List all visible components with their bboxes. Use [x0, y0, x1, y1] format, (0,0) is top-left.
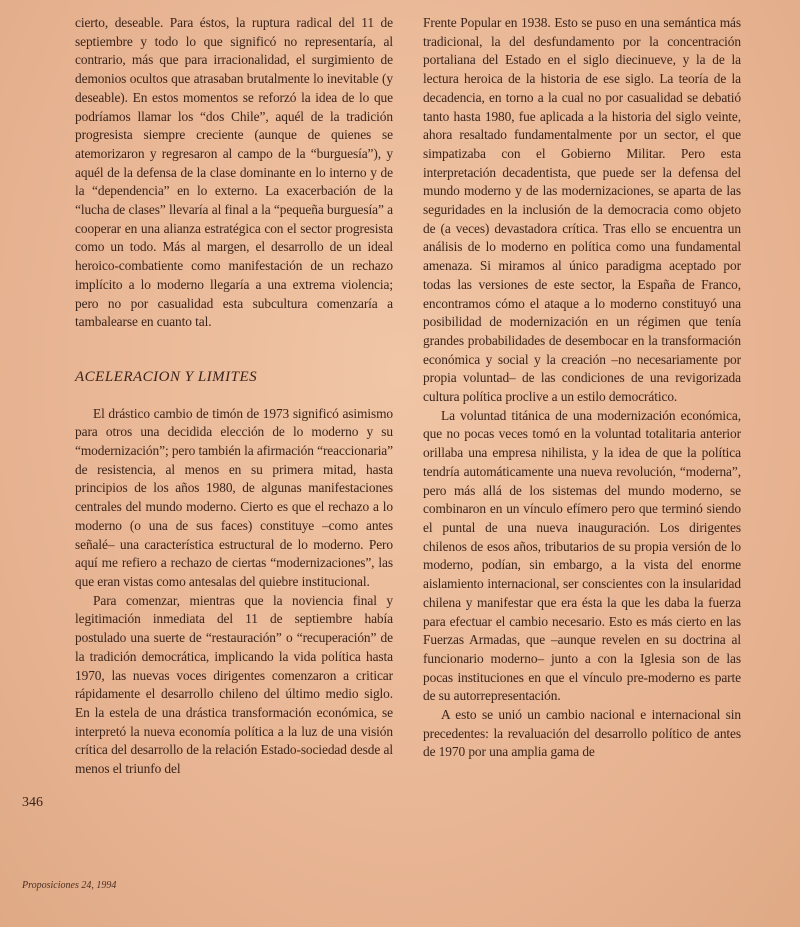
- right-paragraph-3: A esto se unió un cambio nacional e internacional sin precedentes: la revaluación del desarrollo político de antes de 1970 por una amplia gama de: [423, 707, 741, 760]
- left-paragraph-1: cierto, deseable. Para éstos, la ruptura radical del 11 de septiembre y todo lo que significó no representaría, al contrario, más que para irracionalidad, el surgimiento de demonios ocultos que atrasaban brutalmente lo inevitable (y deseable). En estos momentos se reforzó la idea de lo que podríamos llamar los “dos Chile”, aquél de la tradición progresista siempre creciente (aunque de quienes se atemorizaron y regresaron al campo de la “burguesía”), y aquél de la defensa de la clase dominante en lo interno y de la “dependencia” en lo externo. La exacerbación de la “lucha de clases” llevaría al final a la “pequeña burguesía” a cooperar en una alianza estratégica con el sector progresista como un todo. Más al margen, el desarrollo de un ideal heroico-combatiente como manifestación de un rechazo implícito a lo moderno llegaría a una extrema violencia; pero no por casualidad esta subcultura comenzaría a tambalearse en cuanto tal.: [75, 15, 393, 330]
- left-paragraph-2: El drástico cambio de timón de 1973 significó asimismo para otros una decidida elección de lo moderno y su “modernización”; pero también la afirmación “reaccionaria” de resistencia, al menos en su primera mitad, hasta principios de los años 1980, de algunas manifestaciones centrales del mundo moderno. Cierto es que el rechazo a lo moderno (o una de sus faces) constituye –como antes señalé– una característica estructural de lo moderno. Pero aquí me refiero a rechazo de ciertas “modernizaciones”, las que eran vistas como antesalas del quiebre institucional.: [75, 405, 393, 589]
- left-column: [75, 14, 393, 779]
- section-heading: ACELERACION Y LIMITES: [75, 368, 258, 385]
- footer-source: Proposiciones 24, 1994: [22, 880, 117, 891]
- page-number: 346: [22, 795, 43, 810]
- right-column: [423, 14, 741, 762]
- right-paragraph-1: Frente Popular en 1938. Esto se puso en una semántica más tradicional, la del desfundamento por la concentración portaliana del Estado en el siglo diecinueve, y la de la lectura heroica de la historia de ese siglo. La teoría de la decadencia, en torno a la cual no por casualidad se debatió tanto hasta 1980, fue aplicada a la historia del siglo veinte, ahora resaltado fundamentalmente por un sector, el que simpatizaba con el Gobierno Militar. Pero esta interpretación decadentista, que puede ser la defensa del mundo moderno y de las modernizaciones, se aparta de las seguridades en la inclusión de la democracia como objeto de (a veces) devastadora crítica. Tras ello se encuentra un análisis de lo moderno en política como una fundamental amenaza. Si miramos al único paradigma aceptado por todas las versiones de este sector, la España de Franco, encontramos cómo el ataque a lo moderno constituyó una posibilidad de modernización en un régimen que tenía grandes probabilidades de desembocar en la transformación económica y social y la creación –no necesariamente por propia voluntad– de las condiciones de una revigorizada cultura política proclive a un estilo democrático.: [423, 15, 741, 405]
- left-paragraph-3: Para comenzar, mientras que la noviencia final y legitimación inmediata del 11 de septiembre había postulado una suerte de “restauración” o “recuperación” de la tradición democrática, implicando la vida política hasta 1970, las nuevas voces dirigentes comenzaron a criticar rápidamente el desarrollo chileno del último medio siglo. En la estela de una drástica transformación económica, se interpretó la nueva economía política a la luz de una visión crítica del desarrollo de la relación Estado-sociedad desde al menos el triunfo del: [75, 592, 393, 777]
- right-paragraph-2: La voluntad titánica de una modernización económica, que no pocas veces tomó en la voluntad totalitaria anterior orillaba una empresa nihilista, y la idea de que la política tendría automáticamente una nueva revolución, “moderna”, pero más allá de los sistemas del mundo moderno, se combinaron en un vínculo efímero pero que terminó siendo el puntal de una nueva inauguración. Los dirigentes chilenos de esos años, tributarios de su propia versión de lo moderno, podían, sin embargo, a la vista del enorme aislamiento internacional, ser conscientes con la insularidad chilena y manifestar que era ésta la que les daba la fuerza para efectuar el cambio necesario. Esto es más cierto en las Fuerzas Armadas, que –aunque revelen en su doctrina al funcionario moderno– junto a con la Iglesia son de las pocas instituciones en que el vínculo pre-moderno es parte de su autorrepresentación.: [423, 407, 741, 704]
